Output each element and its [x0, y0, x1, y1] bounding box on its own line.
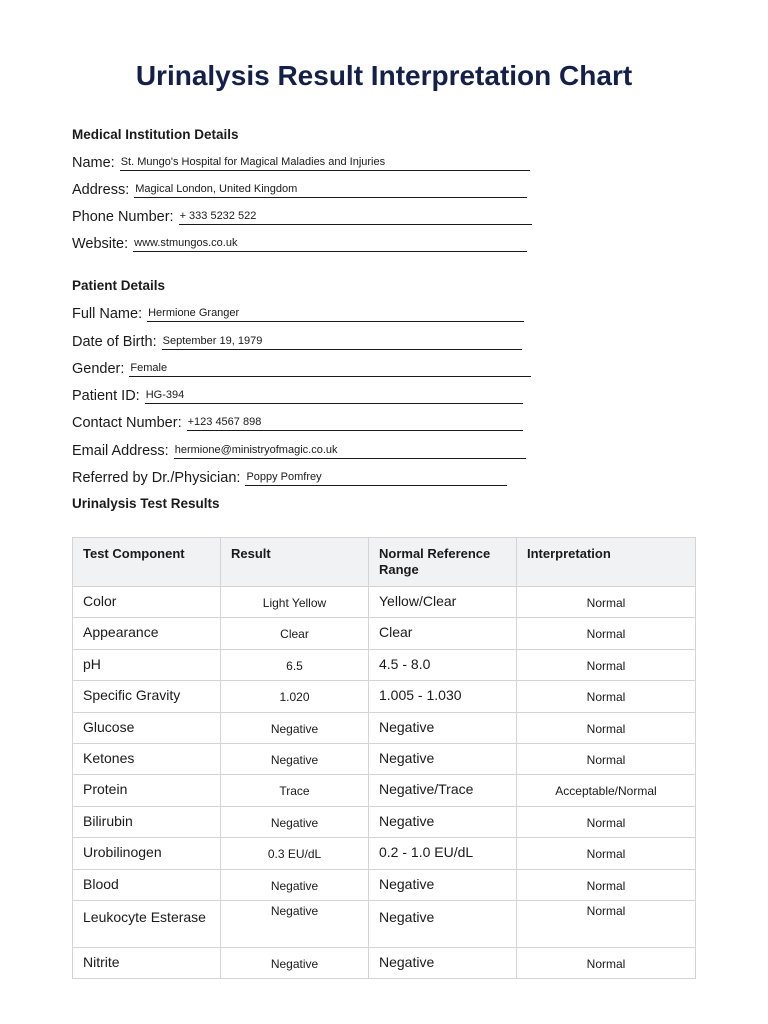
reference-range-cell: Negative [369, 900, 517, 947]
institution-name-value[interactable]: St. Mungo's Hospital for Magical Maladies and Injuries [120, 155, 530, 171]
patient-referred-field [72, 467, 507, 487]
result-cell: 1.020 [221, 681, 369, 712]
patient-dob-field [72, 331, 522, 351]
test-component-cell: Urobilinogen [73, 838, 221, 869]
table-row [73, 618, 696, 649]
interpretation-cell: Normal [517, 587, 696, 618]
institution-website-label: Website: [72, 236, 129, 252]
reference-range-cell: Negative [369, 743, 517, 774]
interpretation-cell: Normal [517, 947, 696, 978]
patient-gender-field [72, 358, 531, 378]
interpretation-cell: Acceptable/Normal [517, 775, 696, 806]
result-cell: Negative [221, 743, 369, 774]
results-table [72, 537, 696, 979]
result-cell: Negative [221, 869, 369, 900]
patient-gender-label: Gender: [72, 361, 125, 377]
institution-address-field [72, 179, 527, 199]
interpretation-cell: Normal [517, 649, 696, 680]
interpretation-cell: Normal [517, 869, 696, 900]
patient-email-field [72, 440, 526, 460]
patient-full-name-label: Full Name: [72, 306, 143, 322]
patient-referred-value[interactable]: Poppy Pomfrey [245, 470, 507, 486]
test-component-cell: Glucose [73, 712, 221, 743]
interpretation-cell: Normal [517, 743, 696, 774]
institution-heading: Medical Institution Details [72, 127, 239, 142]
reference-range-cell: 1.005 - 1.030 [369, 681, 517, 712]
table-row [73, 947, 696, 978]
test-component-cell: Nitrite [73, 947, 221, 978]
interpretation-cell: Normal [517, 618, 696, 649]
test-component-cell: Leukocyte Esterase [73, 900, 221, 947]
result-cell: 6.5 [221, 649, 369, 680]
test-component-cell: Ketones [73, 743, 221, 774]
patient-full-name-value[interactable]: Hermione Granger [147, 306, 524, 322]
institution-name-field [72, 152, 530, 172]
institution-phone-label: Phone Number: [72, 209, 174, 225]
interpretation-cell: Normal [517, 712, 696, 743]
patient-id-label: Patient ID: [72, 388, 140, 404]
table-row [73, 712, 696, 743]
interpretation-cell: Normal [517, 838, 696, 869]
patient-id-field [72, 385, 523, 405]
test-component-cell: Specific Gravity [73, 681, 221, 712]
patient-gender-value[interactable]: Female [129, 361, 531, 377]
table-row [73, 869, 696, 900]
patient-dob-label: Date of Birth: [72, 334, 157, 350]
institution-address-label: Address: [72, 182, 130, 198]
table-row [73, 900, 696, 947]
reference-range-cell: Yellow/Clear [369, 587, 517, 618]
results-heading: Urinalysis Test Results [72, 496, 220, 511]
result-cell: Light Yellow [221, 587, 369, 618]
institution-website-field [72, 233, 527, 253]
column-header-reference-range: Normal Reference Range [369, 538, 517, 587]
test-component-cell: Blood [73, 869, 221, 900]
patient-full-name-field [72, 303, 524, 323]
patient-referred-label: Referred by Dr./Physician: [72, 470, 241, 486]
interpretation-cell: Normal [517, 900, 696, 947]
patient-contact-label: Contact Number: [72, 415, 182, 431]
institution-website-value[interactable]: www.stmungos.co.uk [133, 236, 527, 252]
institution-phone-value[interactable]: + 333 5232 522 [179, 209, 532, 225]
column-header-result: Result [221, 538, 369, 587]
reference-range-cell: Negative/Trace [369, 775, 517, 806]
interpretation-cell: Normal [517, 681, 696, 712]
reference-range-cell: Negative [369, 947, 517, 978]
reference-range-cell: Negative [369, 869, 517, 900]
reference-range-cell: Negative [369, 712, 517, 743]
result-cell: Negative [221, 900, 369, 947]
reference-range-cell: Negative [369, 806, 517, 837]
column-header-interpretation: Interpretation [517, 538, 696, 587]
test-component-cell: Color [73, 587, 221, 618]
patient-contact-value[interactable]: +123 4567 898 [187, 415, 523, 431]
institution-phone-field [72, 206, 532, 226]
table-row [73, 649, 696, 680]
test-component-cell: Bilirubin [73, 806, 221, 837]
result-cell: Negative [221, 712, 369, 743]
table-row [73, 806, 696, 837]
patient-heading: Patient Details [72, 278, 166, 293]
table-row [73, 681, 696, 712]
interpretation-cell: Normal [517, 806, 696, 837]
reference-range-cell: 4.5 - 8.0 [369, 649, 517, 680]
result-cell: Clear [221, 618, 369, 649]
table-row [73, 775, 696, 806]
table-row [73, 838, 696, 869]
table-row [73, 587, 696, 618]
reference-range-cell: Clear [369, 618, 517, 649]
institution-address-value[interactable]: Magical London, United Kingdom [134, 182, 527, 198]
patient-id-value[interactable]: HG-394 [145, 388, 523, 404]
result-cell: Negative [221, 806, 369, 837]
institution-name-label: Name: [72, 155, 115, 171]
patient-email-label: Email Address: [72, 443, 169, 459]
table-row [73, 743, 696, 774]
result-cell: Negative [221, 947, 369, 978]
reference-range-cell: 0.2 - 1.0 EU/dL [369, 838, 517, 869]
result-cell: 0.3 EU/dL [221, 838, 369, 869]
patient-dob-value[interactable]: September 19, 1979 [162, 334, 522, 350]
patient-email-value[interactable]: hermione@ministryofmagic.co.uk [174, 443, 526, 459]
table-header-row [73, 538, 696, 587]
result-cell: Trace [221, 775, 369, 806]
test-component-cell: pH [73, 649, 221, 680]
test-component-cell: Appearance [73, 618, 221, 649]
column-header-test-component: Test Component [73, 538, 221, 587]
patient-contact-field [72, 412, 523, 432]
page-title: Urinalysis Result Interpretation Chart [135, 60, 633, 91]
test-component-cell: Protein [73, 775, 221, 806]
